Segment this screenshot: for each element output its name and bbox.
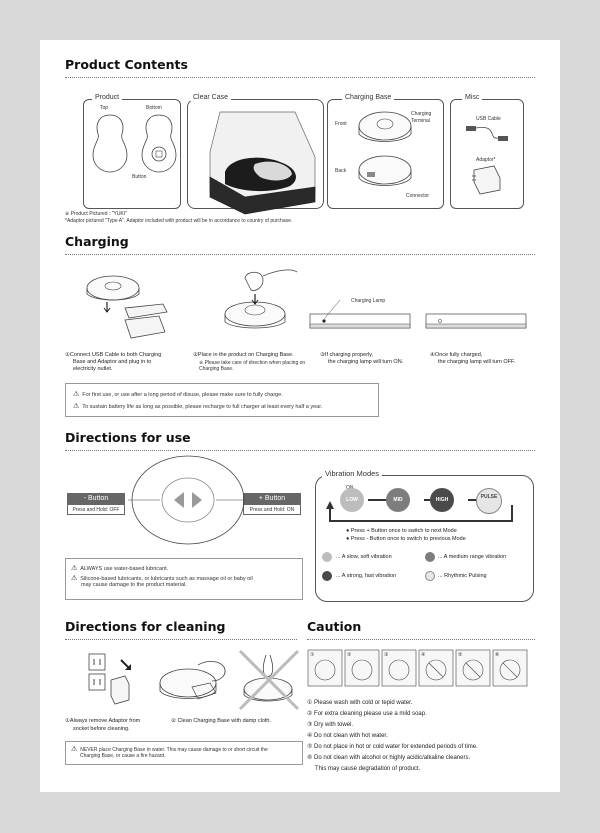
svg-text:③: ③ [384,652,389,658]
charging-lamp-illustration [310,310,510,340]
mode-low: LOW [340,488,364,512]
cleaning-warning-2: Charging Base, or cause a fire hazard. [80,753,166,759]
caution-item-5: ⑤ Do not place in hot or cold water for extended periods of time. [307,744,478,750]
charging-step2-line3: Charging Base. [199,366,234,372]
charging-base-label: Charging Base [342,94,394,101]
legend-high-dot [322,571,332,581]
divider [65,254,535,255]
divider [65,639,297,640]
divider [307,639,535,640]
charging-step1-line1: ①Connect USB Cable to both Charging [65,352,162,358]
caution-icons-strip [308,650,528,690]
charging-warning-box [65,383,379,417]
svg-text:①: ① [310,652,315,658]
cleaning-step1-line2: socket before cleaning. [73,726,130,732]
no-water-illustration [236,645,306,715]
unplug-adaptor-illustration [85,650,145,710]
legend-mid: ... A medium range vibration [438,554,507,560]
caution-item-6: ⑥ Do not clean with alcohol or highly acidic/alkaline cleaners. [307,755,471,761]
charging-step4-line2: the charging lamp will turn OFF. [438,359,516,365]
clear-case-illustration [200,102,330,212]
warning-icon: ⚠ [71,746,78,753]
cleaning-warning-1: ⚠ NEVER place Charging Base in water. This may cause damage to or short circuit the [71,746,268,753]
charging-step3-line1: ③If charging properly, [320,352,374,358]
svg-text:⑤: ⑤ [458,652,463,658]
warning-icon: ⚠ [73,391,80,398]
section-title-product-contents: Product Contents [65,57,188,72]
plus-button-title: + Button [243,493,301,504]
minus-button-title: - Button [67,493,125,504]
legend-pulse-dot [425,571,435,581]
press-plus-text: ● Press + Button once to switch to next Mode [346,528,457,534]
front-label: Front [335,121,347,127]
lubricant-warning-1: ⚠ ALWAYS use water-based lubricant. [71,565,169,572]
cleaning-step1-line1: ①Always remove Adaptor from [65,718,141,724]
terminal-label: Charging Terminal [411,111,432,124]
legend-pulse: ... Rhythmic Pulsing [438,573,487,579]
caution-item-1: ① Please wash with cold or tepid water. [307,700,413,706]
misc-label: Misc [462,94,482,101]
warning-icon: ⚠ [73,403,80,410]
caution-item-4: ④ Do not clean with hot water. [307,733,388,739]
charging-warning-1: ⚠ For first use, or use after a long period of disuse, please make sure to fully charge. [73,391,283,398]
lubricant-warning-2: ⚠ Silicone-based lubricants, or lubricants such as massage oil or baby oil [71,575,253,582]
mode-mid: MID [386,488,410,512]
charging-step1-illustration [85,272,185,342]
press-minus-text: ● Press - Button once to switch to previous Mode [346,536,466,542]
product-illustration [85,110,185,210]
svg-text:②: ② [347,652,352,658]
adaptor-label: Adaptor* [476,157,496,163]
control-buttons-illustration [130,460,250,550]
section-title-caution: Caution [307,619,362,634]
warning-icon: ⚠ [71,575,78,582]
cleaning-step2: ② Clean Charging Base with damp cloth. [171,718,272,724]
legend-high: ... A strong, fast vibration [336,573,397,579]
usb-cable-label: USB Cable [476,116,501,122]
lubricant-warning-3: may cause damage to the product material. [81,582,187,588]
button-label: Button [132,174,147,180]
clear-case-label: Clear Case [190,94,231,101]
note-product-pictured: ※ Product Pictured : "YUKI" [65,211,127,217]
charging-step1-line3: electricity outlet. [73,366,113,372]
caution-item-6-note: This may cause degradation of product. [315,766,421,772]
connector-label: Connector [406,193,430,199]
plus-button-desc: Press and Hold: ON [243,504,301,515]
svg-text:④: ④ [421,652,426,658]
wipe-base-illustration [158,645,238,715]
charging-warning-2: ⚠ To sustain battery life as long as possible, please recharge to full charger at least every half a year. [73,403,323,410]
mode-high: HIGH [430,488,454,512]
caution-item-2: ② For extra cleaning please use a mild soap. [307,711,427,717]
bottom-label: Bottom [146,105,162,111]
svg-text:⑥: ⑥ [495,652,500,658]
section-title-cleaning: Directions for cleaning [65,619,226,634]
manual-page [40,40,560,792]
charging-step2-illustration [205,266,305,336]
charging-lamp-label: Charging Lamp [351,298,386,304]
warning-icon: ⚠ [71,565,78,572]
section-title-charging: Charging [65,234,129,249]
divider [65,77,535,78]
charging-step2-line2: ※ Please take care of direction when placing on [199,360,306,366]
legend-low: ... A slow, soft vibration [336,554,392,560]
note-adaptor: *Adaptor pictured "Type A". Adaptor included with product will be in accordance to country of purchase. [65,218,293,224]
legend-low-dot [322,552,332,562]
misc-illustration [458,120,518,210]
charging-step3-line2: the charging lamp will turn ON. [328,359,404,365]
charging-step2-line1: ②Place in the product on Charging Base. [193,352,294,358]
section-title-directions: Directions for use [65,430,191,445]
top-label: Top [100,105,109,111]
mode-pulse: PULSE [476,488,502,514]
legend-mid-dot [425,552,435,562]
back-label: Back [335,168,347,174]
divider [65,450,535,451]
caution-item-3: ③ Dry with towel. [307,722,354,728]
vibration-modes-title: Vibration Modes [322,469,382,478]
charging-step4-line1: ④Once fully charged, [430,352,483,358]
charging-base-illustration [357,108,417,208]
product-label: Product [92,94,122,101]
minus-button-desc: Press and Hold: OFF [67,504,125,515]
charging-step1-line2: Base and Adaptor and plug in to [73,359,152,365]
